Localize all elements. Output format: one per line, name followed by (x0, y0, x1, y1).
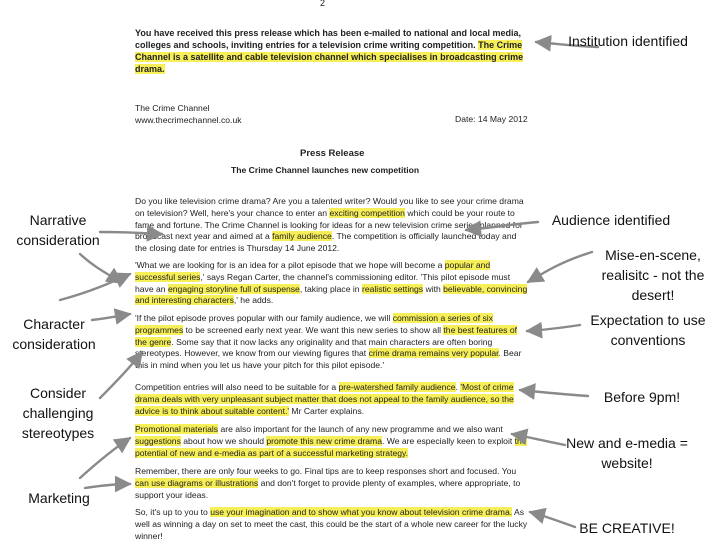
arrow-audience (466, 222, 538, 230)
arrow-marketing (80, 438, 130, 478)
p1-highlight-competition: exciting competition (329, 207, 405, 218)
p5-highlight-e-media: the potential of new and e-media as part of a successful marketing strategy. (135, 435, 527, 458)
p4-highlight-quote: 'Most of crime drama deals with very unpleasant subject matter that does not appeal to the family audience, so the advice is to think about suitable content.' (135, 382, 514, 416)
p6-text-a: Remember, there are only four weeks to go. Final tips are to keep responses short and focused. You (135, 466, 517, 476)
p4-highlight-pre-watershed: pre-watershed family audience (338, 382, 456, 392)
p6-highlight-diagrams: can use diagrams or illustrations (135, 477, 259, 488)
p2-text-c: , taking place in (299, 283, 362, 294)
annotation-mise: Mise-en-scene, realisitc - not the desert! (601, 247, 705, 303)
arrow-mise (528, 252, 592, 282)
arrow-narrative (80, 254, 122, 283)
p1-text-b: which could be your route to fame and fortune. The Crime Channel is looking for ideas for a new television crime series planned for broadcast next year and aimed at a (135, 207, 523, 242)
p3-text-a: 'If the pilot episode proves popular with our family audience, we will (135, 313, 393, 323)
p5-highlight-suggestions: suggestions (135, 435, 181, 446)
p3-text-d: . Bear this in mind when you let us have your pitch for this pilot episode.' (135, 348, 522, 371)
p2-highlight-suspense: engaging storyline full of suspense (167, 283, 300, 294)
annotation-conventions: Expectation to use conventions (590, 312, 706, 348)
p6-text-b: and don't forget to provide plenty of examples, where appropriate, to support your ideas. (135, 477, 521, 500)
p2-text-e: ,' he adds. (233, 295, 274, 306)
p2-text-d: with (423, 283, 444, 294)
p5-text-b: about how we should (180, 435, 267, 446)
letterhead-date: Date: 14 May 2012 (455, 114, 528, 124)
p7-text-a: So, it's up to you to (135, 507, 211, 517)
arrow-stereotypes (100, 352, 142, 398)
arrow-character-2 (60, 274, 130, 300)
press-release-title: Press Release (300, 148, 365, 159)
intro-highlight: The Crime Channel is a satellite and cable television channel which specialises in broadcasting crime drama. (135, 40, 524, 74)
arrow-before9 (520, 390, 588, 396)
annotation-stereotypes: Consider challenging stereotypes (21, 385, 95, 441)
p3-text-b: to be screened early next year. We want this new series to show all (183, 324, 444, 335)
letterhead-org: The Crime Channel (135, 103, 210, 113)
p2-text-b: ,' says Regan Carter, the channel's commissioning editor. 'This pilot episode must have an (135, 271, 511, 294)
p4-text-a: Competition entries will also need to be suitable for a (135, 382, 339, 392)
p1-text-a: Do you like television crime drama? Are you a talented writer? Would you like to see your crime drama on television? Well, here's your chance to enter an (135, 196, 524, 218)
press-release-subtitle: The Crime Channel launches new competition (231, 165, 420, 175)
page-number: 2 (320, 0, 326, 8)
p3-highlight-series: commission a series of six programmes (135, 313, 493, 335)
p5-text-c: . We are especially keen to exploit (382, 435, 515, 446)
p5-highlight-promotional: Promotional materials (135, 424, 219, 434)
annotation-emedia: New and e-media = website! (566, 435, 688, 471)
p5-highlight-promote: promote this new crime drama (266, 435, 382, 446)
p5-text-a: are also important for the launch of any new programme and we also want (218, 424, 503, 434)
annotation-creative: BE CREATIVE! (579, 520, 675, 536)
p7-text-b: As well as winning a day on set to meet the cast, this could be the start of a whole new career for the lucky winner! (135, 507, 528, 541)
p2-text-a: 'What we are looking for is an idea for a pilot episode that we hope will become a (135, 260, 445, 270)
p3-highlight-genre: the best features of the genre (135, 324, 517, 347)
intro-plain: You have received this press release which has been e-mailed to national and local media, colleges and schools, inviting entries for a television crime writing competition. (135, 28, 521, 50)
p1-highlight-family-audience: family audience (272, 231, 332, 242)
p3-highlight-popular: crime drama remains very popular (368, 348, 499, 359)
arrow-conventions (527, 325, 580, 331)
annotation-audience: Audience identified (551, 212, 671, 228)
p1-text-c: . The competition is officially launched today and the closing date for entries is Thursday 14 June 2012. (135, 231, 517, 254)
annotation-marketing: Marketing (28, 490, 90, 506)
p2-highlight-realistic: realistic settings (361, 283, 424, 294)
annotation-character: Character consideration (12, 316, 96, 352)
p2-highlight-characters: believable, convincing and interesting characters (135, 283, 528, 306)
letterhead-url: www.thecrimechannel.co.uk (135, 114, 242, 125)
p7-highlight-imagination: use your imagination and to show what you know about television crime drama. (210, 507, 513, 517)
p4-text-c: Mr Carter explains. (289, 405, 365, 416)
annotation-before9: Before 9pm! (603, 389, 681, 405)
p2-highlight-popular: popular and successful series (135, 260, 491, 282)
p4-text-b: . (455, 382, 461, 392)
p3-text-c: . Some say that it now lacks any originality and that main characters are often boring stereotypes. However, we know from our viewing figures that (135, 336, 493, 359)
annotation-institution: Institution identified (568, 33, 688, 49)
annotation-narrative: Narrative consideration (16, 212, 100, 248)
